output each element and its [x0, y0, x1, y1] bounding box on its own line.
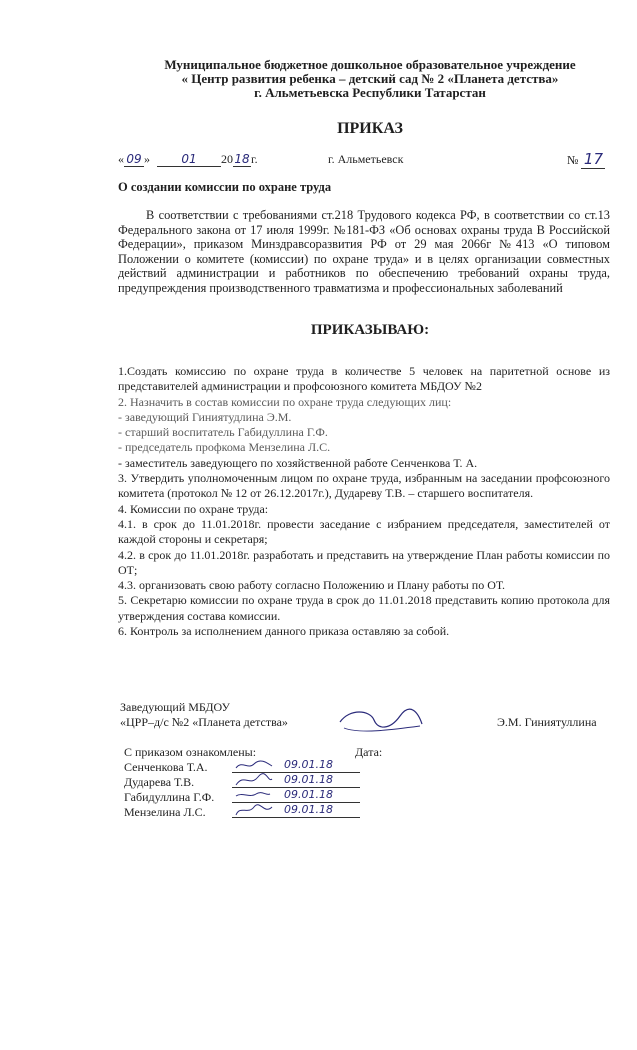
date-month: 01 — [157, 152, 221, 167]
order-item: 4.1. в срок до 11.01.2018г. провести заседание с избранием председателя, заместителей от каждой стороны и секретаря; — [118, 516, 610, 547]
date-close-quote: » — [144, 152, 150, 166]
date-year-suffix: 18 — [234, 152, 250, 166]
order-items — [118, 364, 610, 639]
signer-name: Э.М. Гиниятуллина — [497, 715, 597, 729]
order-date — [118, 152, 258, 167]
ack-person-name: Дударева Т.В. — [124, 775, 195, 789]
ack-person-name: Мензелина Л.С. — [124, 805, 206, 819]
order-item: 4.2. в срок до 11.01.2018г. разработать и представить на утверждение План работы комиссии по ОТ; — [118, 547, 610, 577]
ack-person-name: Габидуллина Г.Ф. — [124, 790, 215, 804]
ack-date: 09.01.18 — [284, 803, 333, 816]
date-day: 09 — [124, 152, 144, 167]
ack-signature-line — [232, 803, 360, 818]
institution-name-line1: Муниципальное бюджетное дошкольное образовательное учреждение — [164, 57, 576, 72]
order-item: - председатель профкома Мензелина Л.С. — [118, 440, 331, 455]
institution-city-line: г. Альметьевска Республики Татарстан — [254, 85, 486, 100]
ack-signature-line — [232, 788, 360, 803]
ack-date: 09.01.18 — [284, 758, 333, 771]
order-number-label: № — [567, 153, 579, 167]
order-heading: ПРИКАЗЫВАЮ: — [310, 322, 430, 338]
order-item: - заведующий Гиниятудлина Э.М. — [118, 409, 292, 424]
document-title: ПРИКАЗ — [337, 120, 403, 137]
acknowledgement-date-label: Дата: — [355, 745, 383, 759]
signer-position-line2: «ЦРР–д/с №2 «Планета детства» — [120, 715, 288, 729]
order-item: 5. Секретарю комиссии по охране труда в срок до 11.01.2018 представить копию протокола для утверждения состава комиссии. — [118, 593, 610, 623]
director-signature — [330, 700, 430, 740]
order-subject: О создании комиссии по охране труда — [118, 180, 332, 194]
order-item: - заместитель заведующего по хозяйственной работе Сенченкова Т. А. — [118, 455, 478, 470]
ack-signature-line — [232, 773, 360, 788]
ack-signature — [234, 773, 274, 787]
order-item: 4. Комиссии по охране труда: — [118, 501, 269, 516]
ack-signature — [234, 788, 274, 802]
acknowledgement-label: С приказом ознакомлены: — [124, 745, 257, 759]
date-open-quote: « — [118, 152, 124, 166]
order-item: 3. Утвердить уполномоченным лицом по охране труда, избранным на заседании профсоюзного комитета (протокол № 12 от 26.12.2017г.), Дудареву Т.В. – старшего воспитателя. — [118, 471, 610, 501]
ack-date: 09.01.18 — [284, 788, 333, 801]
ack-signature-line — [232, 758, 360, 773]
order-item: 4.3. организовать свою работу согласно Положению и Плану работы по ОТ. — [118, 578, 506, 593]
date-year-g: г. — [251, 152, 258, 166]
ack-signature — [234, 803, 274, 817]
order-number — [567, 150, 605, 169]
ack-person-name: Сенченкова Т.А. — [124, 760, 208, 774]
order-item: 1.Создать комиссию по охране труда в количестве 5 человек на паритетной основе из представителей администрации и профсоюзного комитета МБДОУ №2 — [118, 364, 610, 394]
signer-position-line1: Заведующий МБДОУ — [120, 700, 231, 714]
order-item: 2. Назначить в состав комиссии по охране труда следующих лиц: — [118, 394, 452, 409]
date-year-prefix: 20 — [221, 152, 233, 166]
order-preamble: В соответствии с требованиями ст.218 Трудового кодекса РФ, в соответствии со ст.13 Федерального закона от 17 июля 1999г. №181-ФЗ «Об основах охраны труда В Российской Федерации», приказом Минздравсоразвития РФ от 29 мая 2066г №413 «О типовом Положении о комитете (комиссии) по охране труда» и в целях организации совместных действий администрации и работников по обеспечению требований охраны труда, предупреждения производственного травматизма и профессиональных заболеваний — [118, 208, 610, 295]
order-number-value: 17 — [581, 150, 605, 169]
ack-signature — [234, 758, 274, 772]
order-item: 6. Контроль за исполнением данного приказа оставляю за собой. — [118, 624, 450, 639]
ack-date: 09.01.18 — [284, 773, 333, 786]
order-item: - старший воспитатель Габидуллина Г.Ф. — [118, 425, 328, 440]
order-city: г. Альметьевск — [328, 152, 404, 166]
institution-name-line2: « Центр развития ребенка – детский сад № 2 «Планета детства» — [181, 71, 559, 86]
